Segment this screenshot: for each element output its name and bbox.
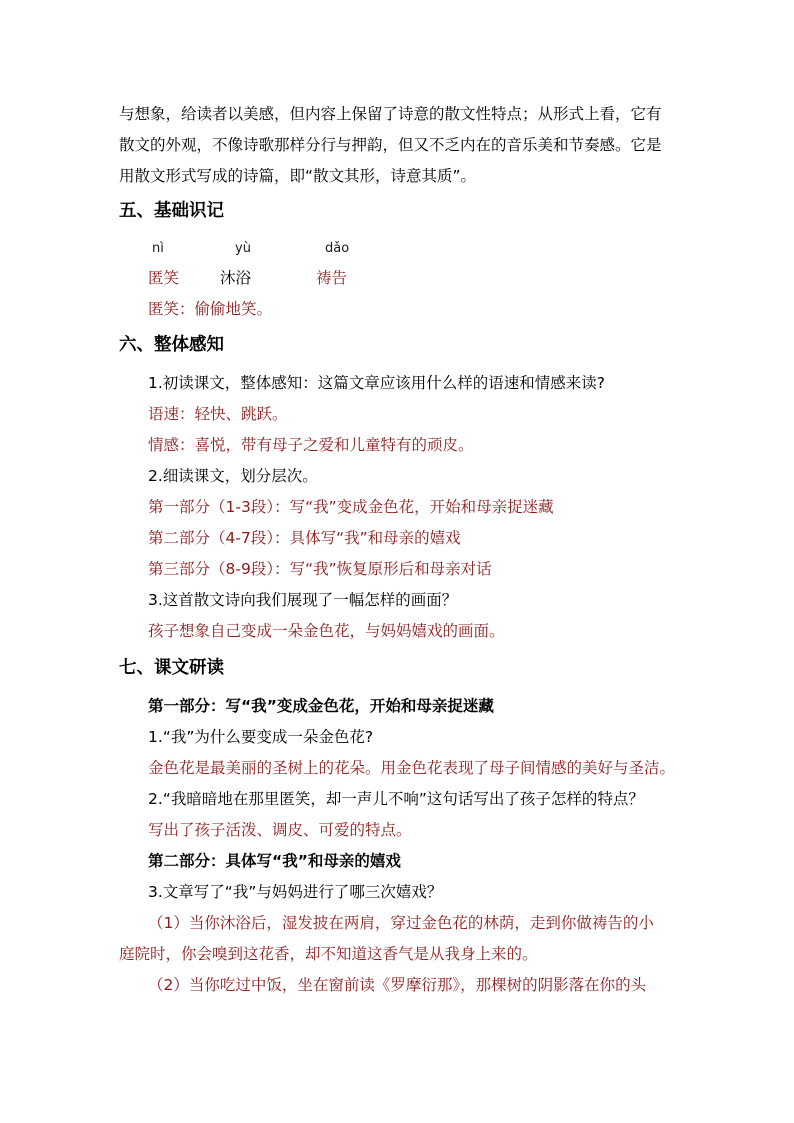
question-3: 3.这首散文诗向我们展现了一幅怎样的画面？ [148,591,458,609]
vocab-definition: 匿笑：偷偷地笑。 [148,300,273,318]
answer-speed: 语速：轻快、跳跃。 [148,405,288,423]
study-answer-3-2a: （2）当你吃过中饭，坐在窗前读《罗摩衍那》，那棵树的阴影落在你的头 [148,976,647,994]
section-heading-6: 六、整体感知 [119,335,224,355]
study-answer-2: 写出了孩子活泼、调皮、可爱的特点。 [148,821,412,839]
part-1: 第一部分（1-3段）：写“我”变成金色花，开始和母亲捉迷藏 [148,498,554,516]
subheading-part-2: 第二部分：具体写“我”和母亲的嬉戏 [148,852,401,870]
pinyin-dao: dǎo [325,241,350,256]
study-question-3: 3.文章写了“我”与妈妈进行了哪三次嬉戏？ [148,883,443,901]
section-heading-5: 五、基础识记 [119,201,224,221]
intro-line-1: 与想象，给读者以美感，但内容上保留了诗意的散文性特点；从形式上看，它有 [119,105,662,123]
pinyin-yu: yù [235,241,251,256]
part-2: 第二部分（4-7段）：具体写“我”和母亲的嬉戏 [148,529,461,547]
question-1: 1.初读课文，整体感知：这篇文章应该用什么样的语速和情感来读? [148,374,606,392]
answer-emotion: 情感：喜悦，带有母子之爱和儿童特有的顽皮。 [148,436,474,454]
intro-line-3: 用散文形式写成的诗篇，即“散文其形，诗意其质”。 [119,167,477,185]
study-answer-1: 金色花是最美丽的圣树上的花朵。用金色花表现了母子间情感的美好与圣洁。 [148,759,676,777]
intro-line-2: 散文的外观，不像诗歌那样分行与押韵，但又不乏内在的音乐美和节奏感。它是 [119,136,662,154]
answer-3: 孩子想象自己变成一朵金色花，与妈妈嬉戏的画面。 [148,622,505,640]
study-question-1: 1.“我”为什么要变成一朵金色花? [148,728,374,746]
question-2: 2.细读课文，划分层次。 [148,467,318,485]
study-answer-3-1b: 庭院时，你会嗅到这花香，却不知道这香气是从我身上来的。 [119,945,538,963]
pinyin-ni: nì [152,241,164,256]
section-heading-7: 七、课文研读 [119,658,224,678]
part-3: 第三部分（8-9段）：写“我”恢复原形后和母亲对话 [148,560,492,578]
subheading-part-1: 第一部分：写“我”变成金色花，开始和母亲捉迷藏 [148,697,494,715]
vocab-word-muyu: 沐浴 [220,269,252,287]
vocab-word-nixiao: 匿笑 [148,269,180,287]
vocab-word-daogao: 祷告 [316,269,348,287]
study-answer-3-1a: （1）当你沐浴后，湿发披在两肩，穿过金色花的林荫，走到你做祷告的小 [148,914,654,932]
study-question-2: 2.“我暗暗地在那里匿笑，却一声儿不响”这句话写出了孩子怎样的特点？ [148,790,644,808]
